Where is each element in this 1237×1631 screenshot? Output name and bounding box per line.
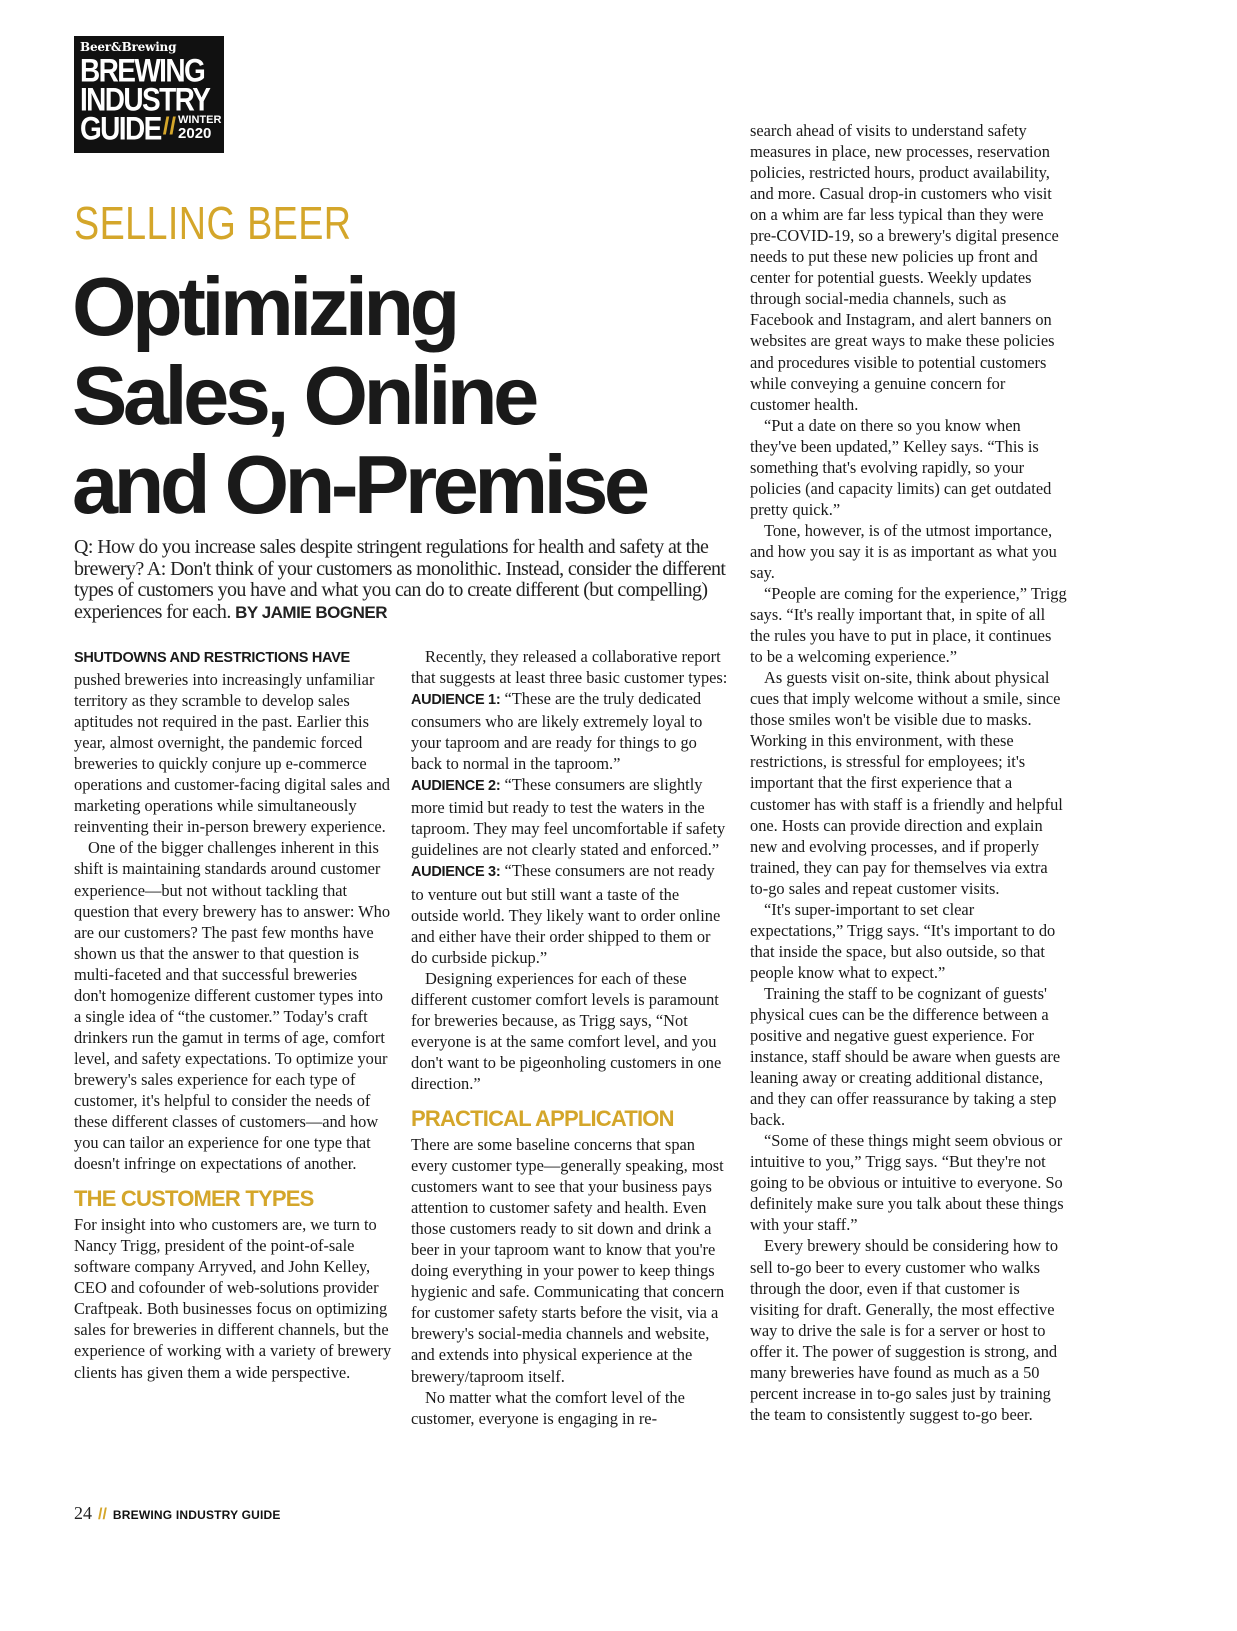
article-column-1 (74, 646, 392, 1383)
lead-in: SHUTDOWNS AND RESTRICTIONS HAVE (74, 650, 350, 666)
paragraph: “It's super-important to set clear expectations,” Trigg says. “It's important to do that inside the space, but also outside, so that people know what to expect.” (750, 899, 1056, 982)
paragraph: “Some of these things might seem obvious or intuitive to you,” Trigg says. “But they're not going to be obvious or intuitive to everyone. So definitely make sure you talk about these things with your staff.” (750, 1131, 1064, 1235)
paragraph: Every brewery should be considering how to sell to-go beer to every customer who walks through the door, even if that customer is visiting for draft. Generally, the most effective way to drive the sale is for a server or host to offer it. The power of suggestion is strong, and many breweries have found as much as a 50 percent increase in to-go sales just by training the team to consistently suggest to-go beer. (750, 1236, 1059, 1424)
logo-season: WINTER (178, 114, 222, 126)
headline-line-2: Sales, Online (72, 349, 535, 442)
logo-slash: // (162, 113, 177, 140)
audience-3-text: “These consumers are not ready to venture out but still want a taste of the outside world. They likely want to order online and either have their order shipped to them or do curbside pickup.” (411, 861, 721, 967)
logo-publication: Beer&Brewing (80, 40, 177, 54)
paragraph: One of the bigger challenges inherent in this shift is maintaining standards around customer experience—but not without tackling that question that every brewery has to answer: Who are our customers? The past few months have shown us that the answer to that question is multi-faceted and that successful breweries don't homogenize different customer types into a single idea of “the customer.” Today's craft drinkers run the gamut in terms of age, comfort level, and safety expectations. To optimize your brewery's sales experience for each type of customer, it's helpful to consider the needs of these different classes of customers—and how you can tailor an experience for one type that doesn't infringe on expectations of another. (74, 838, 391, 1174)
headline-line-1: Optimizing (72, 260, 456, 353)
audience-2-text: “These consumers are slightly more timid but ready to test the waters in the taproom. They may feel uncomfortable if safety guidelines are not clearly stated and enforced.” (411, 775, 726, 860)
headline (72, 262, 742, 529)
paragraph: Recently, they released a collaborative report that suggests at least three basic customer types: (411, 647, 728, 688)
paragraph: search ahead of visits to understand safety measures in place, new processes, reservation policies, restricted hours, product availability, and more. Casual drop-in customers who visit on a whim are far less typical than they were pre-COVID-19, so a brewery's digital presence needs to put these new policies up front and center for potential guests. Weekly updates through social-media channels, such as Facebook and Instagram, and alert banners on websites are great ways to make these policies and procedures visible to potential customers while conveying a genuine concern for customer health. (750, 121, 1059, 414)
subhead-customer-types: THE CUSTOMER TYPES (74, 1186, 314, 1212)
paragraph: “Put a date on there so you know when they've been updated,” Kelley says. “This is something that's evolving rapidly, so your policies (and capacity limits) can get outdated pretty quick.” (750, 415, 1052, 519)
paragraph: “People are coming for the experience,” Trigg says. “It's really important that, in spite of all the rules you have to put in place, it continues to be a welcoming experience.” (750, 584, 1067, 667)
byline: BY JAMIE BOGNER (235, 602, 387, 622)
paragraph: Training the staff to be cognizant of guests' physical cues can be the difference between a positive and negative guest experience. For instance, staff should be aware when guests are leaning away or creating additional distance, and they can offer reassurance by taking a step back. (750, 983, 1061, 1130)
audience-2-label: AUDIENCE 2: (411, 778, 501, 795)
page-footer (74, 1503, 281, 1524)
article-column-2 (411, 646, 729, 1429)
audience-3 (411, 860, 729, 967)
logo-issue (178, 115, 221, 141)
paragraph: There are some baseline concerns that span every customer type—generally speaking, most customers want to see that your business pays attention to customer safety and health. Even those customers ready to sit down and drink a beer in your taproom want to know that you're doing everything in your power to keep things hygienic and safe. Communicating that concern for customer safety starts before the visit, via a brewery's social-media channels and website, and extends into physical experience at the brewery/taproom itself. (411, 1134, 725, 1386)
logo-line-2: INDUSTRY (80, 81, 210, 118)
audience-3-label: AUDIENCE 3: (411, 864, 501, 881)
headline-line-3: and On-Premise (72, 438, 646, 531)
paragraph: Tone, however, is of the utmost importance, and how you say it is as important as what you say. (750, 520, 1057, 582)
deck-text: Q: How do you increase sales despite stringent regulations for health and safety at the brewery? A: Don't think of your customers as monolithic. Instead, consider the different types of customers you have and what you can do to create different (but compelling) experiences for each. (74, 536, 726, 623)
publication-logo (74, 36, 224, 153)
page-number: 24 (74, 1503, 92, 1523)
paragraph: No matter what the comfort level of the customer, everyone is engaging in re- (411, 1387, 685, 1428)
audience-1-label: AUDIENCE 1: (411, 692, 501, 709)
paragraph: Designing experiences for each of these different customer comfort levels is paramount for breweries because, as Trigg says, “Not everyone is at the same comfort level, and you don't want to be pigeonholing customers in one direction.” (411, 968, 722, 1093)
audience-1 (411, 688, 729, 774)
paragraph: As guests visit on-site, think about physical cues that imply welcome without a smile, since those smiles won't be visible due to masks. Working in this environment, with these restrictions, is stressful for employees; it's important that the first experience that a customer has with staff is a friendly and helpful one. Hosts can provide direction and explain new and evolving processes, and if properly trained, they can pay for themselves via extra to-go sales and repeat customer visits. (750, 668, 1063, 898)
article-column-3 (750, 120, 1068, 1425)
logo-line-1: BREWING (80, 52, 205, 89)
logo-year: 2020 (178, 125, 212, 142)
audience-1-text: “These are the truly dedicated consumers who are likely extremely loyal to your taproom and are ready for things to go back to normal in the taproom.” (411, 689, 703, 774)
logo-line-3: GUIDE (80, 110, 161, 147)
subhead-practical-application: PRACTICAL APPLICATION (411, 1105, 674, 1131)
footer-publication: BREWING INDUSTRY GUIDE (112, 1508, 281, 1522)
paragraph (74, 646, 392, 837)
section-label: SELLING BEER (74, 197, 352, 249)
deck (74, 537, 734, 623)
paragraph: For insight into who customers are, we turn to Nancy Trigg, president of the point-of-sale software company Arryved, and John Kelley, CEO and cofounder of web-solutions provider Craftpeak. Both businesses focus on optimizing sales for breweries in different channels, but the experience of working with a variety of brewery clients has given them a wide perspective. (74, 1215, 392, 1382)
audience-2 (411, 774, 729, 860)
footer-separator: // (98, 1506, 107, 1523)
paragraph-text: pushed breweries into increasingly unfamiliar territory as they scramble to develop sales aptitudes not required in the past. Earlier this year, almost overnight, the pandemic forced breweries to quickly conjure up e-commerce operations and customer-facing digital sales and marketing operations while simultaneously reinventing their in-person brewery experience. (74, 670, 390, 837)
